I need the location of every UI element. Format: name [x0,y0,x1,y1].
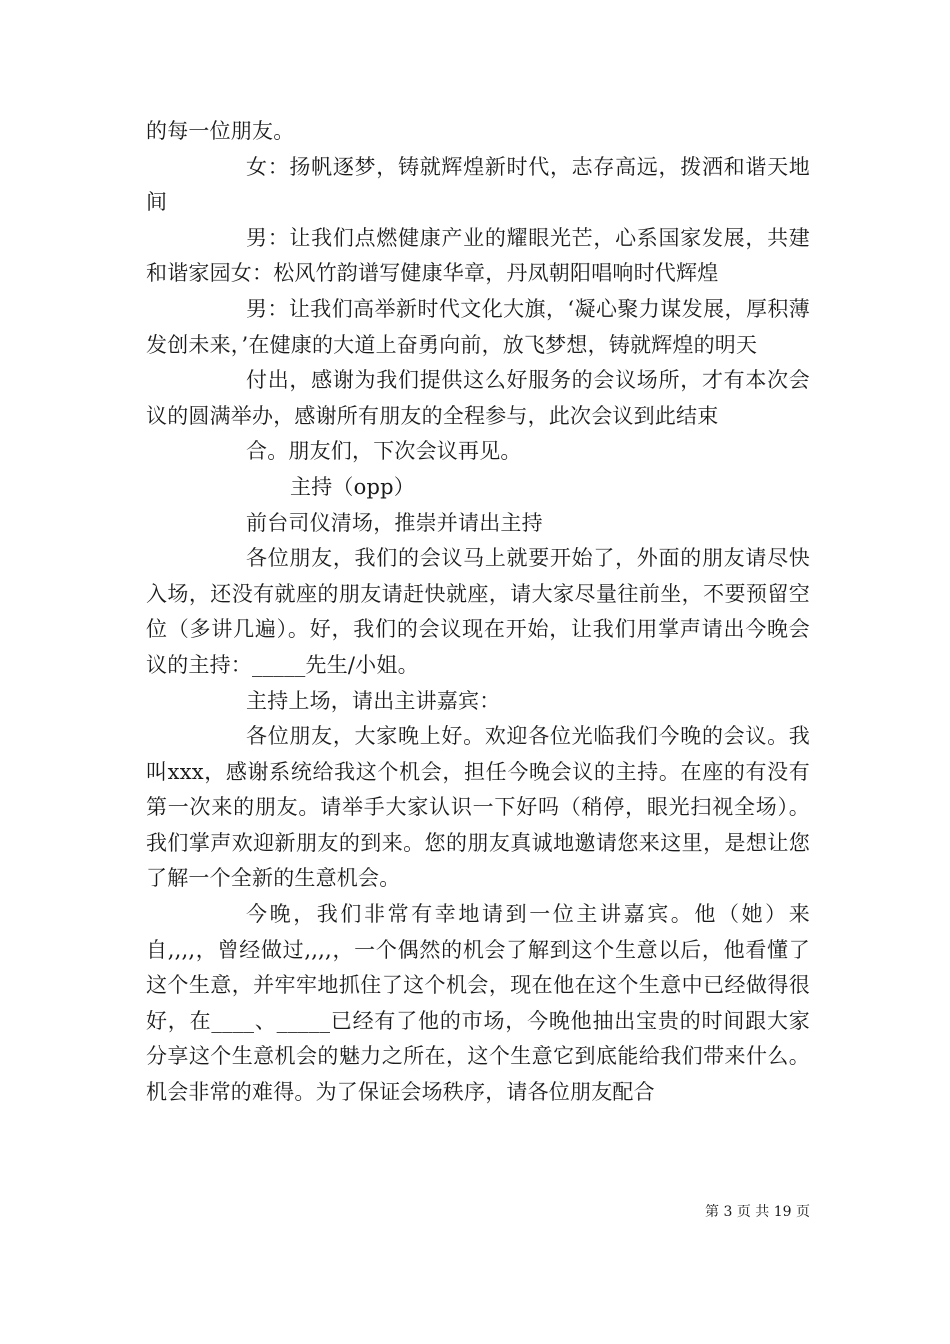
paragraph-12: 今晚，我们非常有幸地请到一位主讲嘉宾。他（她）来自,,,,，曾经做过,,,,，一个偶然的机会了解到这个生意以后，他看懂了这个生意，并牢牢地抓住了这个机会，现在他在这个生意中已经做得很好，在____、_____已经有了他的市场，今晚他抽出宝贵的时间跟大家分享这个生意机会的魅力之所在，这个生意它到底能给我们带来什么。机会非常的难得。为了保证会场秩序，请各位朋友配合 [146,902,810,1105]
paragraph-10: 主持上场，请出主讲嘉宾： [246,688,501,713]
paragraph-9: 各位朋友，我们的会议马上就要开始了，外面的朋友请尽快入场，还没有就座的朋友请赶快就座，请大家尽量往前坐，不要预留空位（多讲几遍）。好，我们的会议现在开始，让我们用掌声请出今晚会议的主持：_____先生/小姐。 [146,546,810,677]
paragraph-6: 合。朋友们，下次会议再见。 [246,439,522,464]
section-heading-host: 主持（opp） [290,474,415,499]
paragraph-11: 各位朋友，大家晚上好。欢迎各位光临我们今晚的会议。我叫xxx，感谢系统给我这个机会，担任今晚会议的主持。在座的有没有第一次来的朋友。请举手大家认识一下好吗（稍停，眼光扫视全场）。我们掌声欢迎新朋友的到来。您的朋友真诚地邀请您来这里，是想让您了解一个全新的生意机会。 [146,724,810,891]
paragraph-2: 女：扬帆逐梦，铸就辉煌新时代，志存高远，拨洒和谐天地间 [146,154,810,215]
document-body [146,114,810,1111]
paragraph-8: 前台司仪清场，推崇并请出主持 [246,510,543,535]
paragraph-1: 的每一位朋友。 [146,119,295,143]
paragraph-5: 付出，感谢为我们提供这么好服务的会议场所，才有本次会议的圆满举办，感谢所有朋友的全程参与，此次会议到此结束 [146,368,810,428]
paragraph-4: 男：让我们高举新时代文化大旗，‘凝心聚力谋发展，厚积薄发创未来，’在健康的大道上奋勇向前，放飞梦想，铸就辉煌的明天 [146,296,810,357]
paragraph-3: 男：让我们点燃健康产业的耀眼光芒，心系国家发展，共建和谐家园女：松风竹韵谱写健康华章，丹凤朝阳唱响时代辉煌 [146,225,810,286]
page-number-footer: 第 3 页 共 19 页 [705,1204,810,1220]
